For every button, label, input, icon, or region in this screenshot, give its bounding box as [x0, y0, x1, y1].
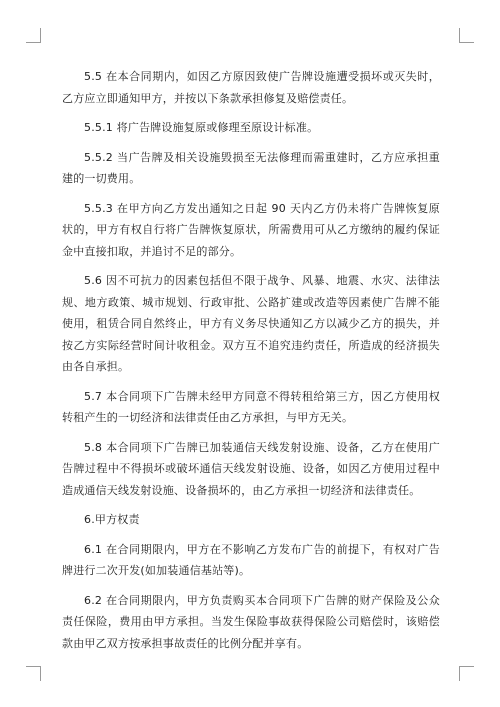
clause-6-2: 6.2 在合同期限内，甲方负责购买本合同项下广告牌的财产保险及公众责任保险，费用由甲方承担。当发生保险事故获得保险公司赔偿时，该赔偿款由甲乙双方按承担事故责任的比例分配并享有。 — [62, 593, 440, 650]
document-body — [62, 66, 440, 662]
clause-6-1: 6.1 在合同期限内，甲方在不影响乙方发布广告的前提下，有权对广告牌进行二次开发(如加装通信基站等)。 — [62, 542, 440, 577]
section-heading-6: 6.甲方权责 — [84, 513, 140, 526]
crop-mark-bottom-left — [26, 666, 41, 681]
clause-5-6: 5.6 因不可抗力的因素包括但不限于战争、风暴、地震、水灾、法律法规、地方政策、城市规划、行政审批、公路扩建或改造等因素使广告牌不能使用，租赁合同自然终止，甲方有义务尽快通知乙方以减少乙方的损失，并按乙方实际经营时间计收租金。双方互不追究违约责任，所造成的经济损失由各自承担。 — [62, 274, 440, 373]
crop-mark-bottom-right — [459, 666, 474, 681]
clause-5-5-2: 5.5.2 当广告牌及相关设施毁损至无法修理而需重建时，乙方应承担重建的一切费用。 — [62, 150, 440, 185]
clause-5-5-1: 5.5.1 将广告牌设施复原或修理至原设计标准。 — [84, 121, 319, 134]
clause-5-8: 5.8 本合同项下广告牌已加装通信天线发射设施、设备，乙方在使用广告牌过程中不得损坏或破坏通信天线发射设施、设备，如因乙方使用过程中造成通信天线发射设施、设备损坏的，由乙方承担一切经济和法律责任。 — [62, 440, 440, 497]
clause-5-5: 5.5 在本合同期内，如因乙方原因致使广告牌设施遭受损坏或灭失时，乙方应立即通知甲方，并按以下条款承担修复及赔偿责任。 — [62, 70, 440, 105]
clause-5-5-3: 5.5.3 在甲方向乙方发出通知之日起 90 天内乙方仍未将广告牌恢复原状的，甲方有权自行将广告牌恢复原状，所需费用可从乙方缴纳的履约保证金中直接扣取，并追讨不足的部分。 — [62, 201, 440, 258]
crop-mark-top-left — [26, 28, 41, 43]
clause-5-7: 5.7 本合同项下广告牌未经甲方同意不得转租给第三方，因乙方使用权转租产生的一切经济和法律责任由乙方承担，与甲方无关。 — [62, 389, 440, 424]
crop-mark-top-right — [459, 28, 474, 43]
